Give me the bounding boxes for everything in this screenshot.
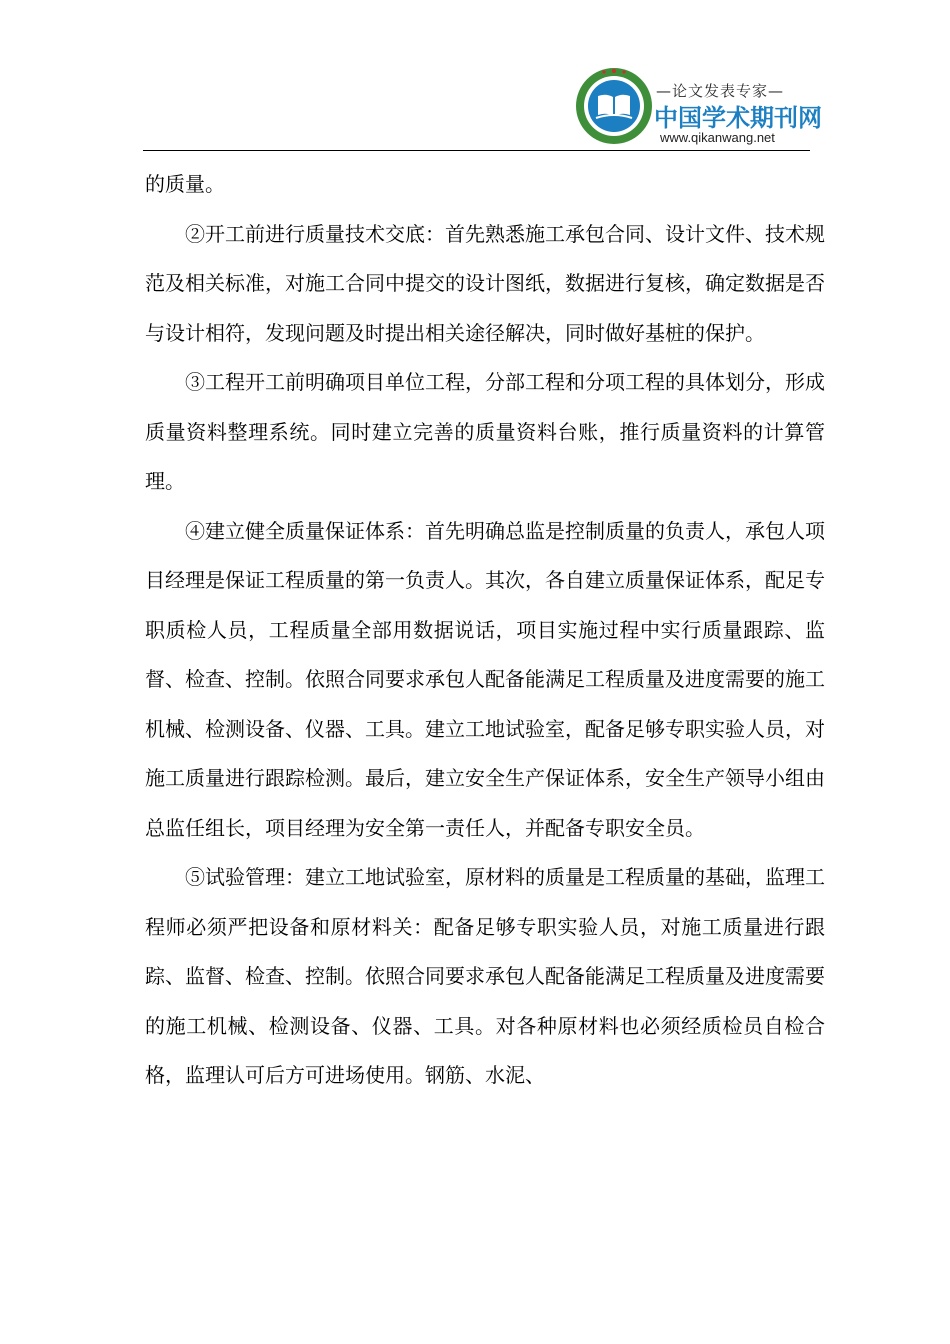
paragraph-item-3: ③工程开工前明确项目单位工程，分部工程和分项工程的具体划分，形成质量资料整理系统。同时建立完善的质量资料台账，推行质量资料的计算管理。 bbox=[145, 370, 825, 493]
header-divider bbox=[143, 150, 810, 151]
page-header bbox=[0, 0, 950, 152]
header-tagline: —论文发表专家— bbox=[656, 82, 785, 100]
header-site-url[interactable]: www.qikanwang.net bbox=[660, 130, 775, 145]
paragraph-continuation: 的质量。 bbox=[145, 172, 225, 196]
paragraph-item-2: ②开工前进行质量技术交底：首先熟悉施工承包合同、设计文件、技术规范及相关标准，对施工合同中提交的设计图纸，数据进行复核，确定数据是否与设计相符，发现问题及时提出相关途径解决，同时做好基桩的保护。 bbox=[145, 221, 825, 345]
paragraph-item-4: ④建立健全质量保证体系：首先明确总监是控制质量的负责人，承包人项目经理是保证工程质量的第一负责人。其次，各自建立质量保证体系，配足专职质检人员，工程质量全部用数据说话，项目实施过程中实行质量跟踪、监督、检查、控制。依照合同要求承包人配备能满足工程质量及进度需要的施工机械、检测设备、仪器、工具。建立工地试验室，配备足够专职实验人员，对施工质量进行跟踪检测。最后，建立安全生产保证体系，安全生产领导小组由总监任组长，项目经理为安全第一责任人，并配备专职安全员。 bbox=[145, 518, 825, 840]
document-body bbox=[145, 160, 825, 1101]
qikanwang-seal-logo bbox=[574, 66, 654, 146]
header-brand-name: 中国学术期刊网 bbox=[654, 104, 822, 132]
paragraph-item-5: ⑤试验管理：建立工地试验室，原材料的质量是工程质量的基础，监理工程师必须严把设备和原材料关：配备足够专职实验人员，对施工质量进行跟踪、监督、检查、控制。依照合同要求承包人配备能满足工程质量及进度需要的施工机械、检测设备、仪器、工具。对各种原材料也必须经质检员自检合格，监理认可后方可进场使用。钢筋、水泥、 bbox=[145, 865, 825, 1087]
